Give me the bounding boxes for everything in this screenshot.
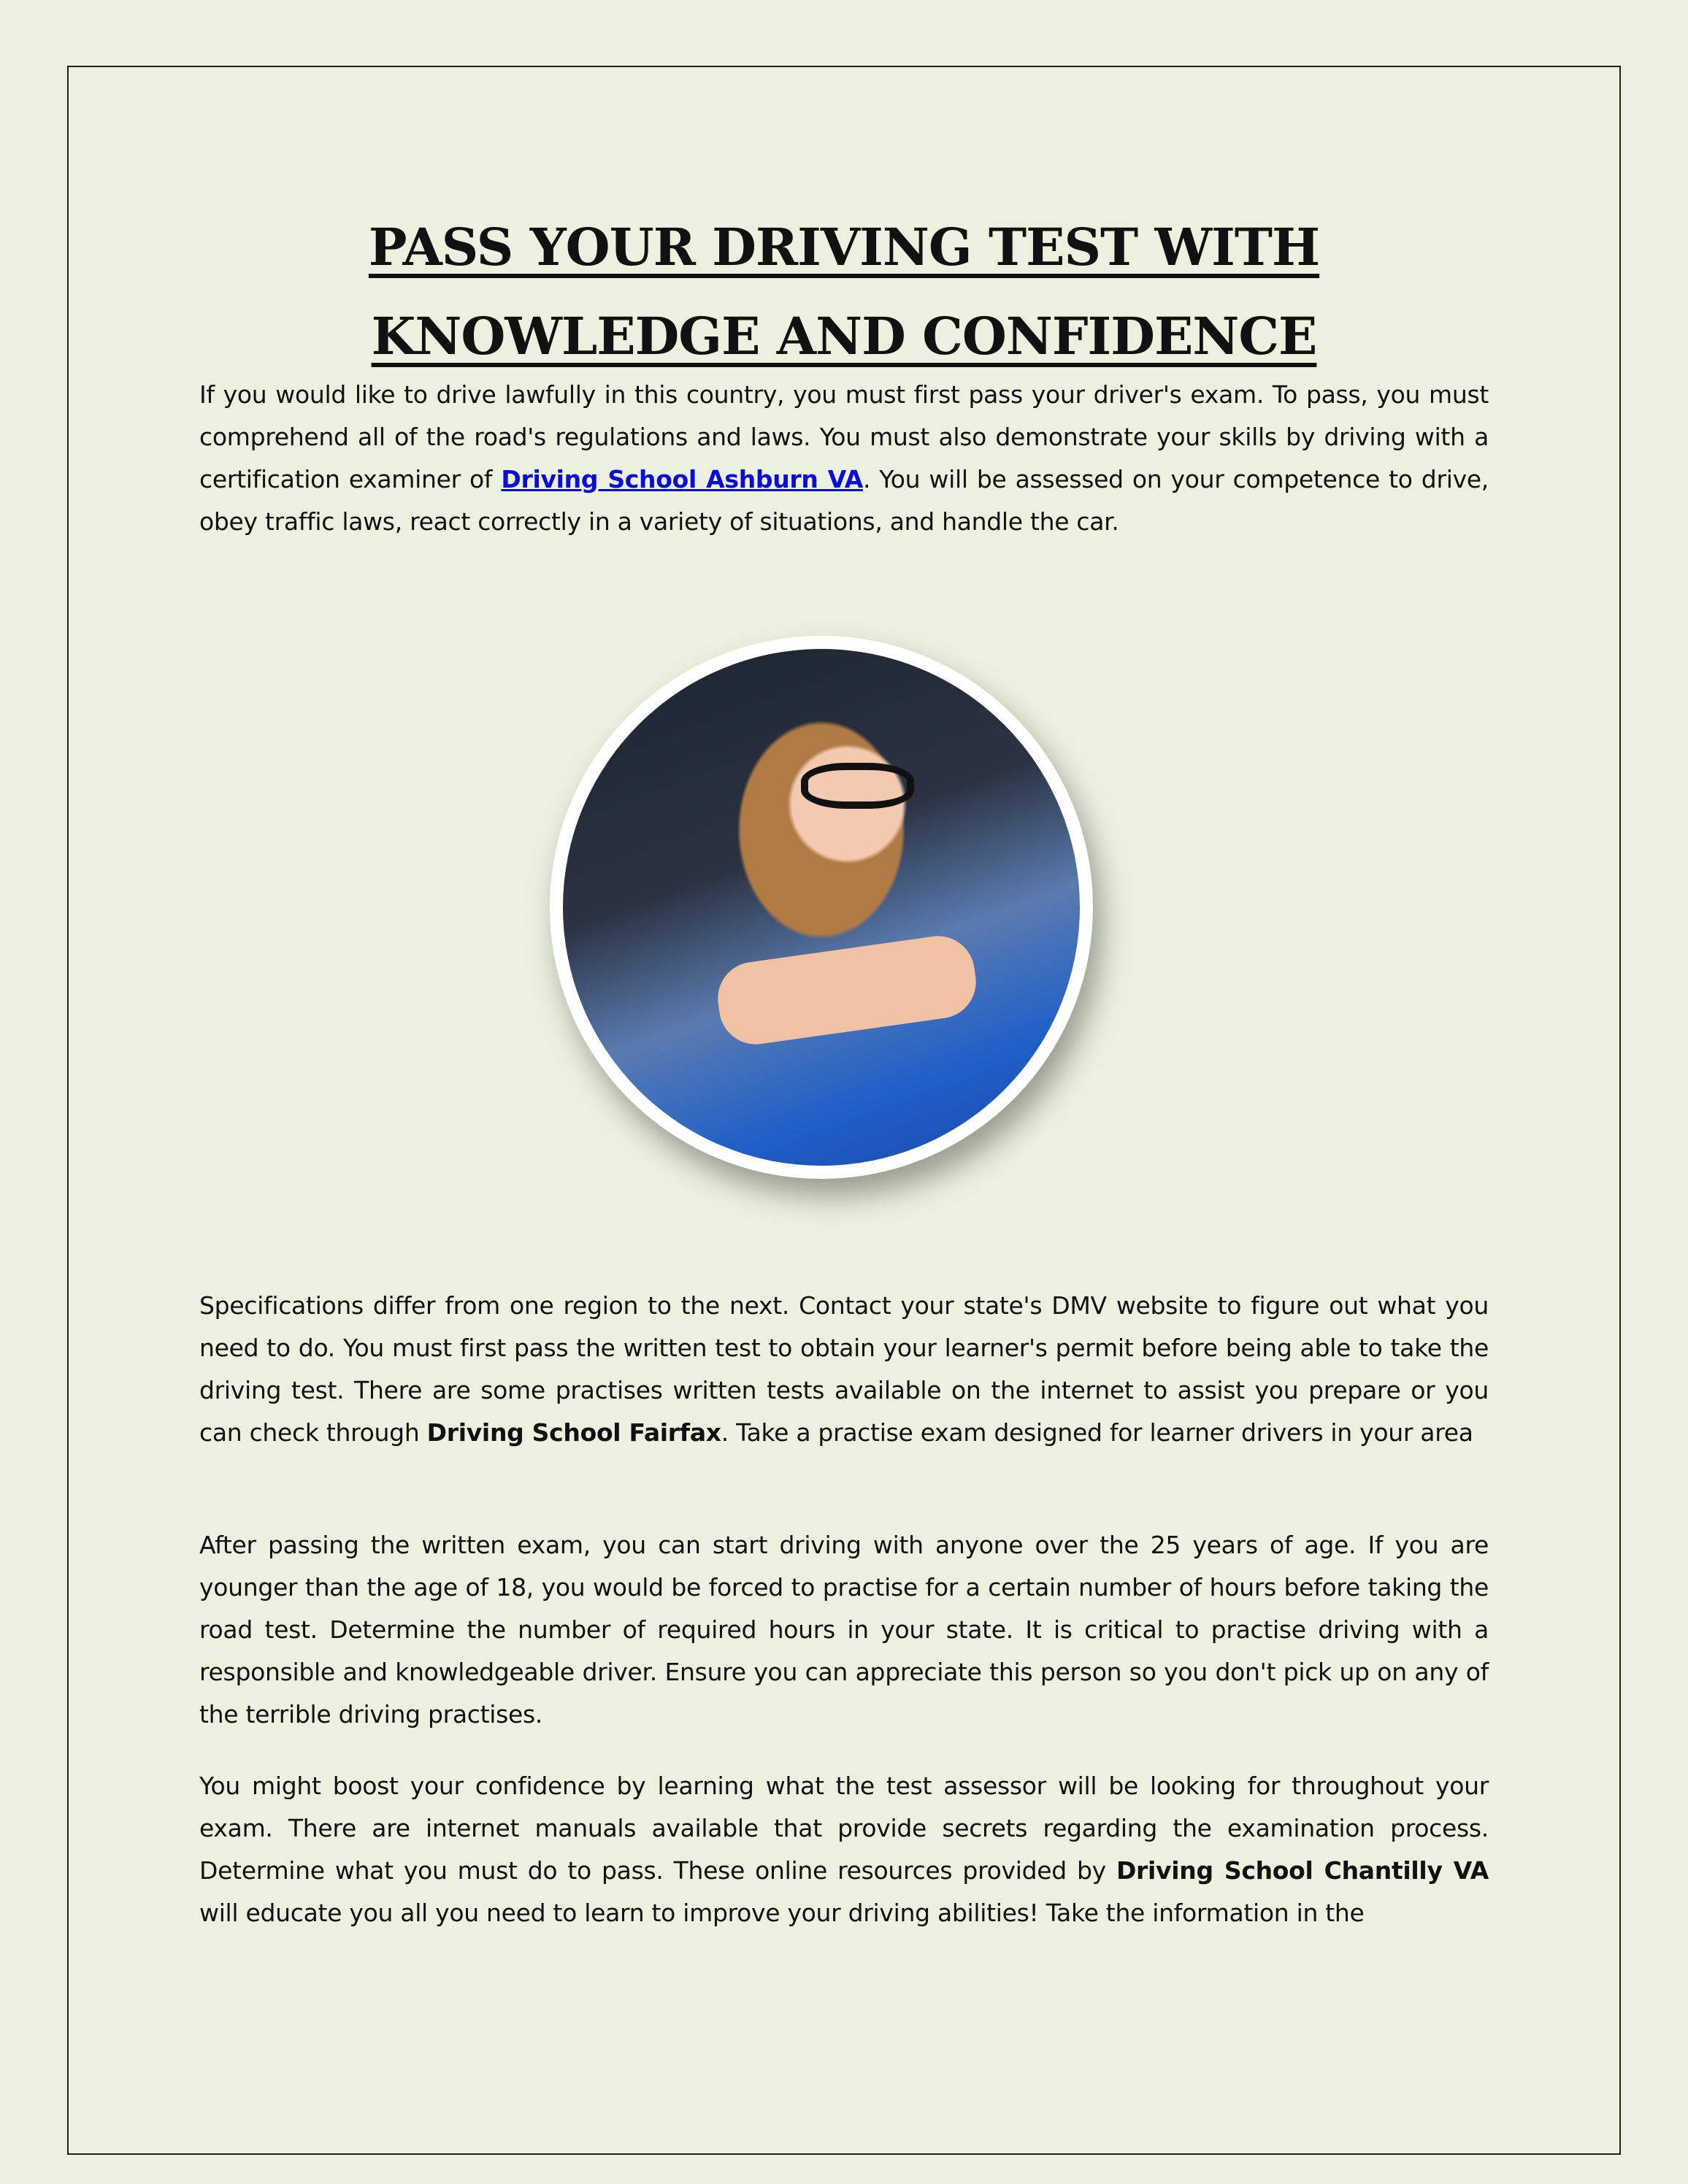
text: Specifications differ from one region to the next. Contact your state's DMV website to figure out what you need to do. You must first pass the written test to obtain your learner's permit before being able to take the driving test. There are some practises written tests available on the internet to assist you prepare or you can check through bbox=[199, 1291, 1489, 1447]
paragraph-4 bbox=[199, 1765, 1489, 1934]
text: If you would like to drive lawfully in this country, you must first pass your driver's exam. To pass, you must comprehend all of the road's regulations and laws. You must also demonstrate your skills by driving with a certification examiner of bbox=[199, 380, 1489, 493]
text: will educate you all you need to learn to improve your driving abilities! Take the information in the bbox=[199, 1899, 1365, 1927]
woman-in-car-photo bbox=[550, 636, 1093, 1179]
text: . Take a practise exam designed for learner drivers in your area bbox=[721, 1418, 1473, 1447]
arms bbox=[713, 931, 981, 1049]
driving-school-chantilly: Driving School Chantilly VA bbox=[1116, 1856, 1489, 1885]
driving-school-fairfax: Driving School Fairfax bbox=[426, 1418, 721, 1447]
text: You might boost your confidence by learning what the test assessor will be looking for throughout your exam. There are internet manuals available that provide secrets regarding the examination process. Determine what you must do to pass. These online resources provided by bbox=[199, 1772, 1489, 1885]
paragraph-2 bbox=[199, 1285, 1489, 1454]
page-title bbox=[199, 203, 1489, 381]
intro-paragraph bbox=[199, 374, 1489, 543]
paragraph-3: After passing the written exam, you can start driving with anyone over the 25 years of age. If you are younger than the age of 18, you would be forced to practise for a certain number of hours before taking the road test. Determine the number of required hours in your state. It is critical to practise driving with a responsible and knowledgeable driver. Ensure you can appreciate this person so you don't pick up on any of the terrible driving practises. bbox=[199, 1531, 1489, 1729]
driving-school-ashburn-link[interactable]: Driving School Ashburn VA bbox=[501, 465, 863, 493]
photo-image bbox=[563, 649, 1080, 1166]
title-text: PASS YOUR DRIVING TEST WITH KNOWLEDGE AND CONFIDENCE bbox=[368, 217, 1320, 366]
text: . You will be assessed on your competence to drive, obey traffic laws, react correctly in a variety of situations, and handle the car. bbox=[199, 465, 1489, 536]
glasses bbox=[801, 763, 915, 810]
